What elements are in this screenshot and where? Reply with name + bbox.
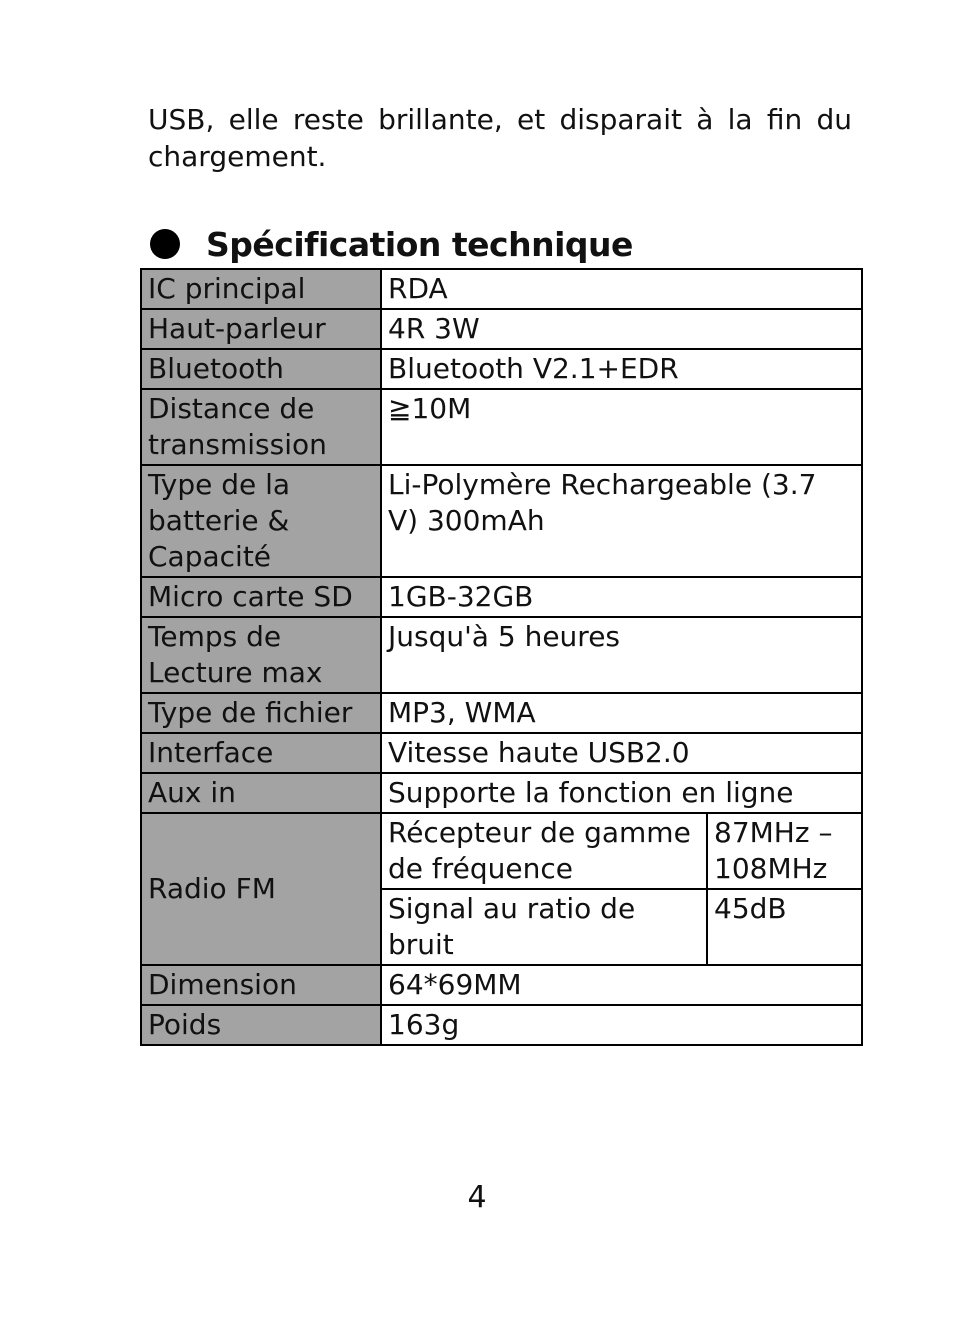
row-value: Jusqu'à 5 heures bbox=[381, 617, 862, 693]
table-row bbox=[141, 577, 862, 617]
table-row bbox=[141, 965, 862, 1005]
row-value: Supporte la fonction en ligne bbox=[381, 773, 862, 813]
row-label: Bluetooth bbox=[141, 349, 381, 389]
row-label: Aux in bbox=[141, 773, 381, 813]
row-label: Interface bbox=[141, 733, 381, 773]
row-value: ≧10M bbox=[381, 389, 862, 465]
table-row bbox=[141, 773, 862, 813]
page-number: 4 bbox=[467, 1180, 487, 1215]
row-label: Haut-parleur bbox=[141, 309, 381, 349]
table-row bbox=[141, 269, 862, 309]
section-title: Spécification technique bbox=[206, 224, 633, 264]
specification-table bbox=[140, 268, 863, 1046]
radio-fm-param-value: 87MHz – 108MHz bbox=[707, 813, 862, 889]
row-value: MP3, WMA bbox=[381, 693, 862, 733]
row-label: Poids bbox=[141, 1005, 381, 1045]
row-label: Micro carte SD bbox=[141, 577, 381, 617]
table-row bbox=[141, 309, 862, 349]
row-label: Temps de Lecture max bbox=[141, 617, 381, 693]
section-heading bbox=[150, 222, 633, 266]
table-row-radio-fm bbox=[141, 813, 862, 889]
table-row bbox=[141, 465, 862, 577]
table-row bbox=[141, 693, 862, 733]
table-row bbox=[141, 733, 862, 773]
row-value: Bluetooth V2.1+EDR bbox=[381, 349, 862, 389]
radio-fm-label: Radio FM bbox=[141, 813, 381, 965]
row-label: Distance de transmission bbox=[141, 389, 381, 465]
table-row bbox=[141, 349, 862, 389]
radio-fm-param-value: 45dB bbox=[707, 889, 862, 965]
table-row bbox=[141, 389, 862, 465]
radio-fm-param-name: Signal au ratio de bruit bbox=[381, 889, 707, 965]
row-value: 163g bbox=[381, 1005, 862, 1045]
row-value: 4R 3W bbox=[381, 309, 862, 349]
row-value: 64*69MM bbox=[381, 965, 862, 1005]
row-value: 1GB-32GB bbox=[381, 577, 862, 617]
row-label: Type de fichier bbox=[141, 693, 381, 733]
row-label: IC principal bbox=[141, 269, 381, 309]
bullet-icon bbox=[150, 229, 180, 259]
row-value: RDA bbox=[381, 269, 862, 309]
table-row bbox=[141, 1005, 862, 1045]
intro-paragraph: USB, elle reste brillante, et disparait à la fin du chargement. bbox=[148, 103, 852, 173]
row-value: Vitesse haute USB2.0 bbox=[381, 733, 862, 773]
row-label: Dimension bbox=[141, 965, 381, 1005]
table-row bbox=[141, 617, 862, 693]
radio-fm-param-name: Récepteur de gamme de fréquence bbox=[381, 813, 707, 889]
row-label: Type de la batterie & Capacité bbox=[141, 465, 381, 577]
row-value: Li-Polymère Rechargeable (3.7 V) 300mAh bbox=[381, 465, 862, 577]
